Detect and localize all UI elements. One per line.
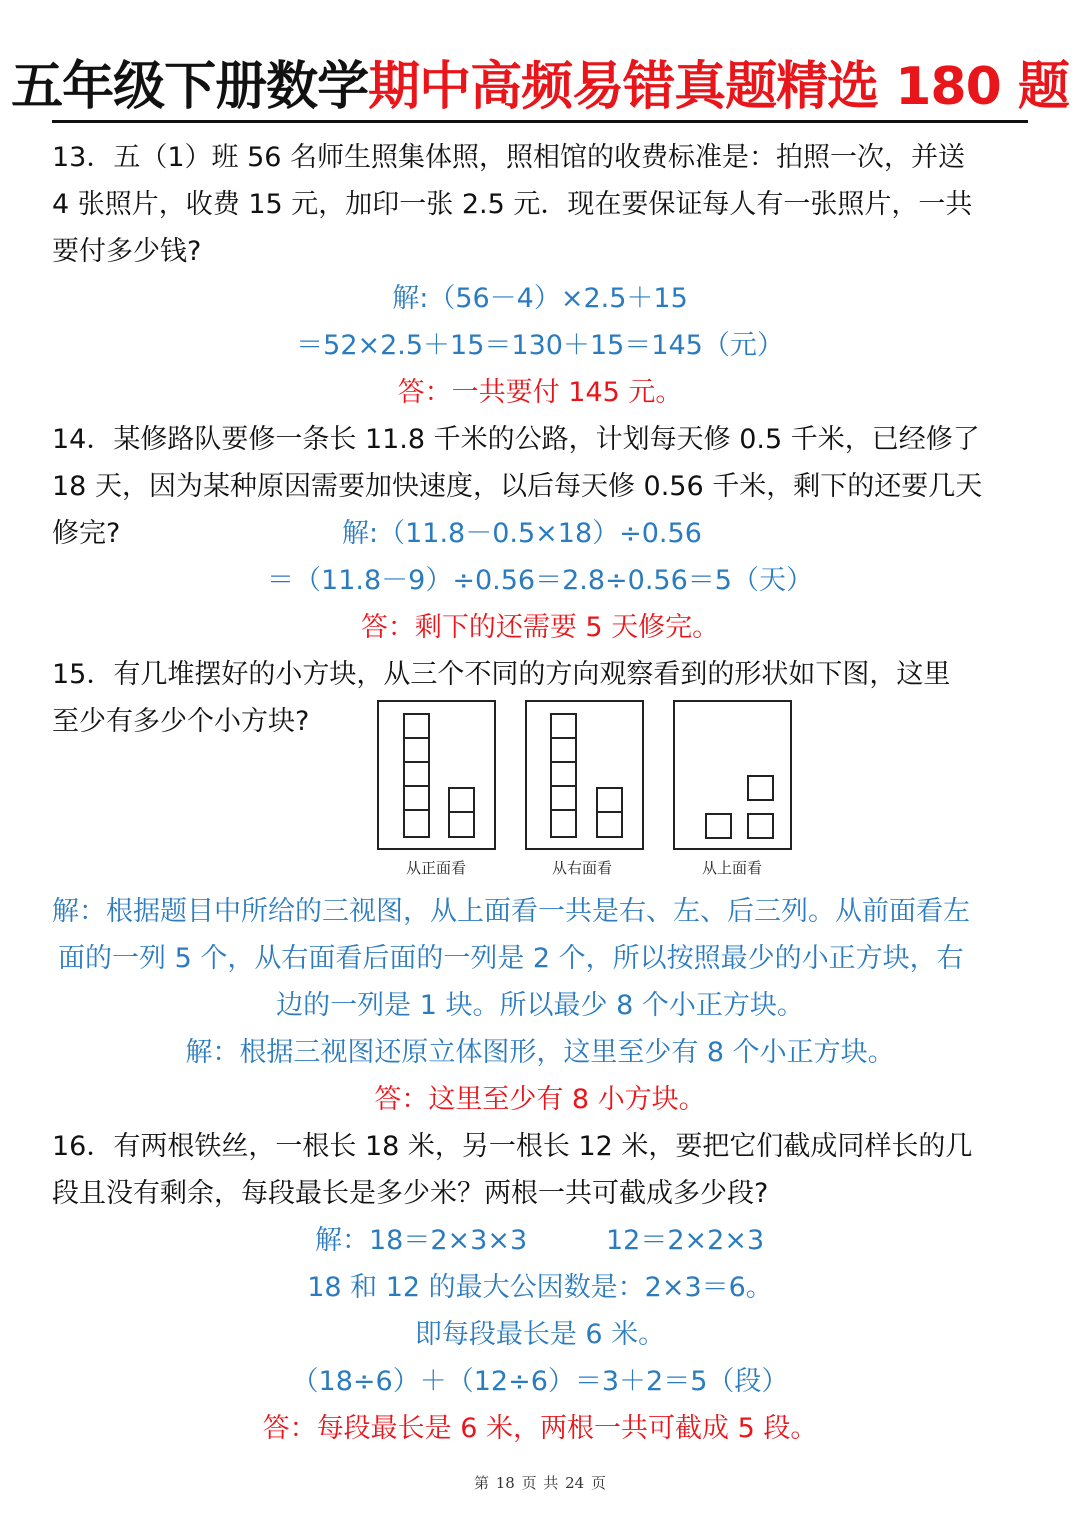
front-view-cube xyxy=(404,738,429,762)
title-part2: 期中高频易错真题精选 180 题 xyxy=(368,57,1069,117)
right-view-cube xyxy=(551,714,576,738)
q16-line2: 段且没有剩余，每段最长是多少米？两根一共可截成多少段? xyxy=(52,1178,769,1209)
q16-solution-3: 即每段最长是 6 米。 xyxy=(414,1319,666,1350)
top-view-cube xyxy=(748,776,773,800)
q15-solution-4: 解：根据三视图还原立体图形，这里至少有 8 个小正方块。 xyxy=(185,1037,895,1068)
three-views-svg xyxy=(376,698,796,883)
q15-answer: 答：这里至少有 8 小方块。 xyxy=(374,1084,706,1115)
top-view-cube xyxy=(748,814,773,838)
title-part1: 五年级下册数学 xyxy=(11,57,369,117)
right-view-cube xyxy=(551,810,576,837)
front-view-cube xyxy=(404,762,429,786)
q13-line1: 13．五（1）班 56 名师生照集体照，照相馆的收费标准是：拍照一次，并送 xyxy=(52,142,966,173)
front-view-cube xyxy=(404,810,429,837)
q14-line3: 修完? xyxy=(52,518,121,549)
right-view-cube xyxy=(597,812,622,837)
q13-solution-2: ＝52×2.5＋15＝130＋15＝145（元） xyxy=(296,330,784,361)
three-views-figure xyxy=(376,698,796,883)
q13-solution-1: 解:（56－4）×2.5＋15 xyxy=(392,283,688,314)
front-view-cube xyxy=(449,812,474,837)
q16-solution-2: 18 和 12 的最大公因数是：2×3＝6。 xyxy=(307,1272,773,1303)
front-view-cube xyxy=(404,786,429,810)
q15-line2: 至少有多少个小方块? xyxy=(52,706,310,737)
page-footer: 第 18 页 共 24 页 xyxy=(473,1474,606,1492)
q14-line2: 18 天，因为某种原因需要加快速度，以后每天修 0.56 千米，剩下的还要几天 xyxy=(52,471,983,502)
right-view-cube xyxy=(597,788,622,812)
q16-line1: 16．有两根铁丝，一根长 18 米，另一根长 12 米，要把它们截成同样长的几 xyxy=(52,1131,973,1162)
right-view-label: 从右面看 xyxy=(551,859,613,877)
right-view-cube xyxy=(551,738,576,762)
q15-solution-2: 面的一列 5 个，从右面看后面的一列是 2 个，所以按照最少的小正方块，右 xyxy=(58,943,964,974)
q16-answer: 答：每段最长是 6 米，两根一共可截成 5 段。 xyxy=(262,1413,818,1444)
front-view-label: 从正面看 xyxy=(405,859,467,877)
right-view-cube xyxy=(551,762,576,786)
right-view-frame xyxy=(526,701,643,849)
q15-solution-1: 解：根据题目中所给的三视图，从上面看一共是右、左、后三列。从前面看左 xyxy=(52,896,970,927)
front-view-frame xyxy=(378,701,495,849)
q13-line2: 4 张照片，收费 15 元，加印一张 2.5 元．现在要保证每人有一张照片，一共 xyxy=(52,189,973,220)
q16-solution-1a: 解：18＝2×3×3 xyxy=(315,1225,528,1256)
q15-solution-3: 边的一列是 1 块。所以最少 8 个小正方块。 xyxy=(276,990,804,1021)
q15-line1: 15．有几堆摆好的小方块，从三个不同的方向观察看到的形状如下图，这里 xyxy=(52,659,951,690)
front-view-cube xyxy=(449,788,474,812)
right-view-cube xyxy=(551,786,576,810)
q14-line1: 14．某修路队要修一条长 11.8 千米的公路，计划每天修 0.5 千米，已经修了 xyxy=(52,424,980,455)
q13-line3: 要付多少钱? xyxy=(52,236,202,267)
front-view-cube xyxy=(404,714,429,738)
q16-solution-1b: 12＝2×2×3 xyxy=(606,1225,765,1256)
q14-answer: 答：剩下的还需要 5 天修完。 xyxy=(360,612,720,643)
q14-solution-2: ＝（11.8－9）÷0.56＝2.8÷0.56＝5（天） xyxy=(267,565,813,596)
top-view-cube xyxy=(706,814,731,838)
top-view-label: 从上面看 xyxy=(701,859,763,877)
title-divider xyxy=(52,120,1028,123)
page-title xyxy=(0,52,1080,122)
q14-solution-1: 解:（11.8－0.5×18）÷0.56 xyxy=(342,518,702,549)
q13-answer: 答：一共要付 145 元。 xyxy=(397,377,683,408)
q16-solution-4: （18÷6）＋（12÷6）＝3＋2＝5（段） xyxy=(291,1366,789,1397)
